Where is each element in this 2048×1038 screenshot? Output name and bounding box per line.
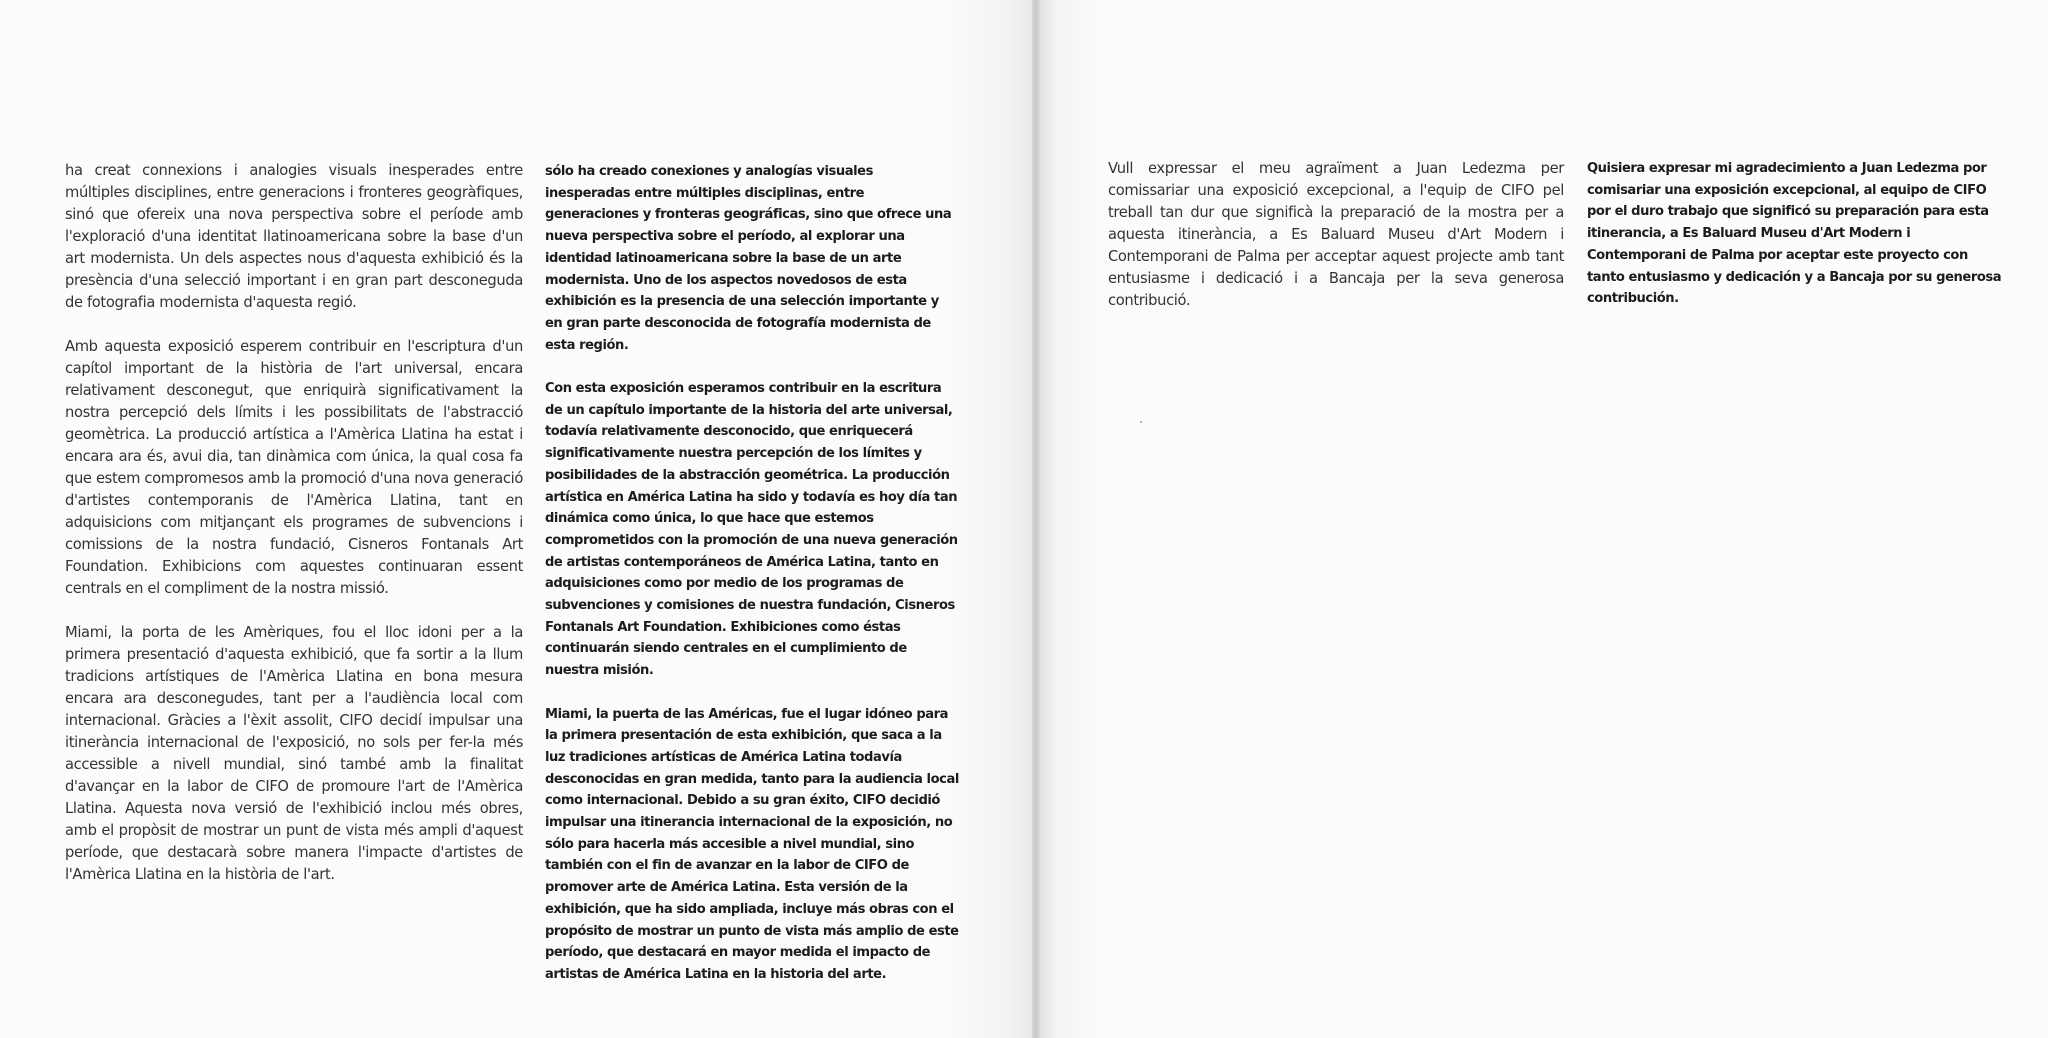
paragraph: sólo ha creado conexiones y analogías visuales inesperadas entre múltiples disciplinas, entre generaciones y fronteras geográficas, sino que ofrece una nueva perspectiva sobre el período, al explorar una identidad latinoamericana sobre la base de un arte modernista. Uno de los aspectos novedosos de esta exhibición es la presencia de una selección importante y en gran parte desconocida de fotografía modernista de esta región.	[545, 164, 952, 353]
catalan-column	[1108, 158, 1564, 334]
spanish-column	[545, 161, 960, 1007]
catalan-column	[65, 160, 523, 908]
paragraph: Miami, la porta de les Amèriques, fou el lloc idoni per a la primera presentació d'aquesta exhibició, que fa sortir a la llum tradicions artístiques de l'Amèrica Llatina en bona mesura encara ara desconegudes, tant per a l'audiència local com internacional. Gràcies a l'èxit assolit, CIFO decidí impulsar una itinerància internacional de l'exposició, no sols per fer-la més accessible a nivell mundial, sinó també amb la finalitat d'avançar en la labor de CIFO de promoure l'art de l'Amèrica Llatina. Aquesta nova versió de l'exhibició inclou més obres, amb el propòsit de mostrar un punt de vista més ampli d'aquest període, que destacarà sobre manera l'impacte d'artistes de l'Amèrica Llatina en la història de l'art.	[65, 624, 523, 883]
paper-speck	[1140, 421, 1142, 423]
paragraph: Miami, la puerta de las Américas, fue el lugar idóneo para la primera presentación de esta exhibición, que saca a la luz tradiciones artísticas de América Latina todavía desconocidas en gran medida, tanto para la audiencia local como internacional. Debido a su gran éxito, CIFO decidió impulsar una itinerancia internacional de la exposición, no sólo para hacerla más accesible a nivel mundial, sino también con el fin de avanzar en la labor de CIFO de promover arte de América Latina. Esta versión de la exhibición, que ha sido ampliada, incluye más obras con el propósito de mostrar un punto de vista más amplio de este período, que destacará en mayor medida el impacto de artistas de América Latina en la historia del arte.	[545, 706, 959, 982]
book-gutter	[1032, 0, 1040, 1038]
paragraph: Amb aquesta exposició esperem contribuir en l'escriptura d'un capítol important de la història de l'art universal, encara relativament desconegut, que enriquirà significativament la nostra percepció dels límits i les possibilitats de l'abstracció geomètrica. La producció artística a l'Amèrica Llatina ha estat i encara ara és, avui dia, tan dinàmica com única, la qual cosa fa que estem compromesos amb la promoció d'una nova generació d'artistes contemporanis de l'Amèrica Llatina, tant en adquisicions com mitjançant els programes de subvencions i comissions de la nostra fundació, Cisneros Fontanals Art Foundation. Exhibicions com aquestes continuaran essent centrals en el compliment de la nostra missió.	[65, 338, 523, 597]
paragraph: Con esta exposición esperamos contribuir en la escritura de un capítulo importante de la historia del arte universal, todavía relativamente desconocido, que enriquecerá significativamente nuestra percepción de los límites y posibilidades de la abstracción geométrica. La producción artística en América Latina ha sido y todavía es hoy día tan dinámica como única, lo que hace que estemos comprometidos con la promoción de una nueva generación de artistas contemporáneos de América Latina, tanto en adquisiciones como por medio de los programas de subvenciones y comisiones de nuestra fundación, Cisneros Fontanals Art Foundation. Exhibiciones como éstas continuarán siendo centrales en el cumplimiento de nuestra misión.	[545, 381, 958, 679]
paragraph: ha creat connexions i analogies visuals inesperades entre múltiples disciplines, entre generacions i fronteres geogràfiques, sinó que ofereix una nova perspectiva sobre el període amb l'exploració d'una identitat llatinoamericana sobre la base d'un art modernista. Un dels aspectes nous d'aquesta exhibició és la presència d'una selecció important i en gran part desconeguda de fotografia modernista d'aquesta regió.	[65, 162, 523, 311]
paragraph: Vull expressar el meu agraïment a Juan Ledezma per comissariar una exposició excepcional, a l'equip de CIFO pel treball tan dur que significà la preparació de la mostra per a aquesta itinerància, a Es Baluard Museu d'Art Modern i Contemporani de Palma per acceptar aquest projecte amb tant entusiasme i dedicació i a Bancaja per la seva generosa contribució.	[1108, 160, 1564, 309]
spanish-column	[1587, 158, 2007, 332]
paragraph: Quisiera expresar mi agradecimiento a Juan Ledezma por comisariar una exposición excepcional, al equipo de CIFO por el duro trabajo que significó su preparación para esta itinerancia, a Es Baluard Museu d'Art Modern i Contemporani de Palma por aceptar este proyecto con tanto entusiasmo y dedicación y a Bancaja por su generosa contribución.	[1587, 161, 2002, 307]
right-page	[1040, 0, 2048, 1038]
